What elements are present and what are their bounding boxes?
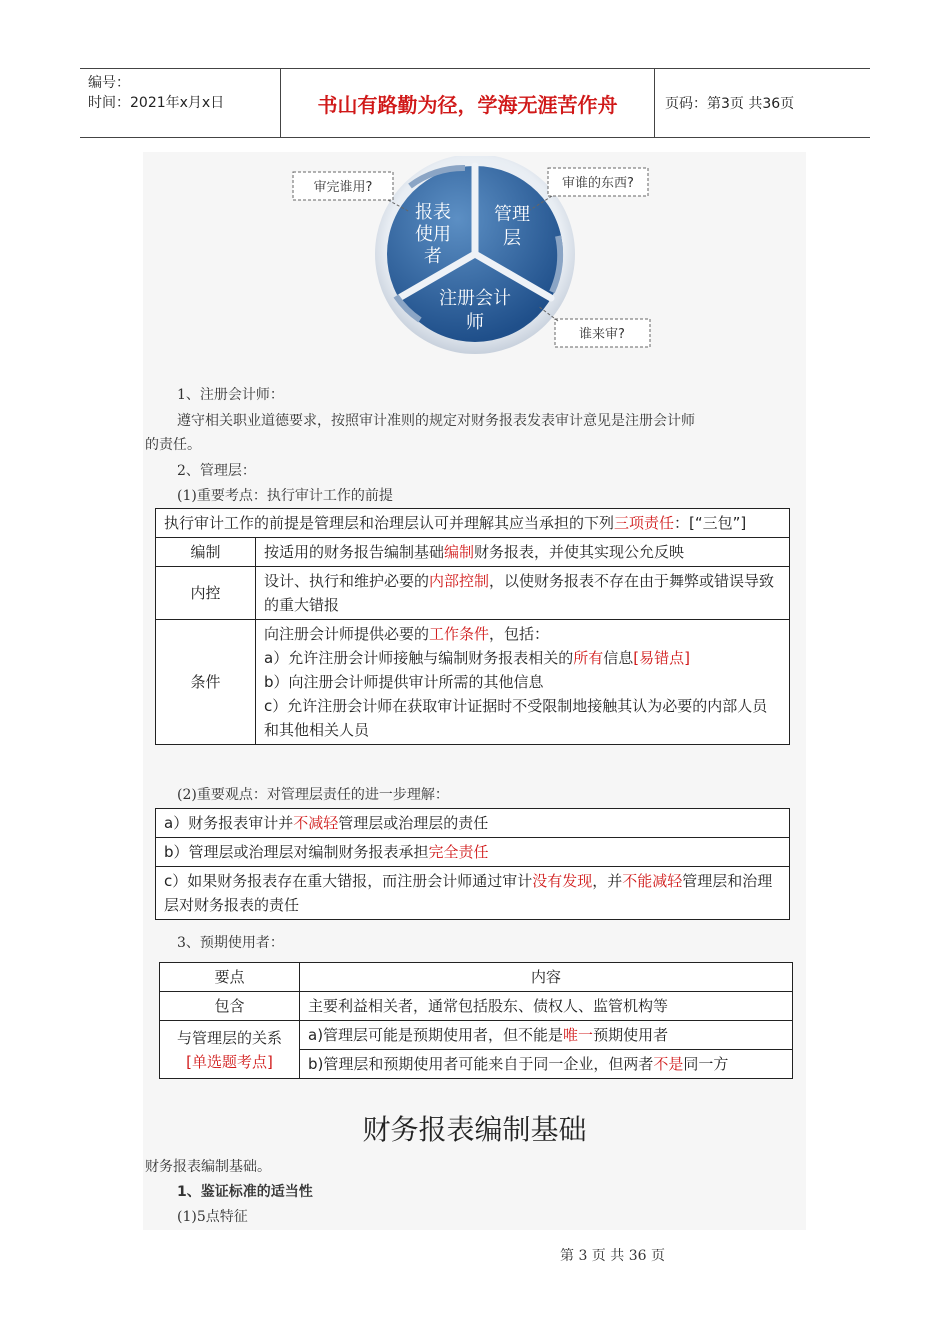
- seg2-line2: 层: [503, 228, 521, 249]
- section1-body-line2: 的责任。: [145, 437, 201, 453]
- table-row: [156, 509, 790, 538]
- row-content: b)管理层和预期使用者可能来自于同一企业，但两者不是同一方: [300, 1050, 793, 1079]
- callout-text-2: 审谁的东西?: [562, 176, 634, 191]
- section2-sub2: (2)重要观点：对管理层责任的进一步理解：: [177, 787, 449, 803]
- callout-text-3: 谁来审?: [579, 327, 625, 342]
- row-content: c）如果财务报表存在重大错报，而注册会计师通过审计没有发现，并不能减轻管理层和治理层对财务报表的责任: [156, 867, 790, 920]
- table-row: [156, 838, 790, 867]
- row-content: b）管理层或治理层对编制财务报表承担完全责任: [156, 838, 790, 867]
- seg1-line1: 报表: [415, 202, 451, 223]
- header-motto: 书山有路勤为径，学海无涯苦作舟: [280, 69, 655, 137]
- section2-sub1: (1)重要考点：执行审计工作的前提: [177, 488, 393, 504]
- seg3-line1: 注册会计: [439, 288, 511, 309]
- row-content: 设计、执行和维护必要的内部控制，以使财务报表不存在由于舞弊或错误导致的重大错报: [256, 567, 790, 620]
- row-label: 与管理层的关系 [单选题考点]: [160, 1021, 300, 1079]
- seg1-line3: 者: [424, 246, 442, 267]
- prerequisite-intro: 执行审计工作的前提是管理层和治理层认可并理解其应当承担的下列三项责任：[“三包”]: [156, 509, 790, 538]
- management-responsibility-table: [155, 808, 790, 920]
- seg2-line1: 管理: [494, 204, 530, 225]
- table-row: [160, 963, 793, 992]
- table-row: [156, 538, 790, 567]
- section4-line3: (1)5点特征: [177, 1209, 248, 1225]
- table-row: [156, 867, 790, 920]
- header-cell: 内容: [300, 963, 793, 992]
- page-footer: 第 3 页 共 36 页: [560, 1248, 665, 1264]
- seg3-line2: 师: [466, 312, 484, 333]
- seg1-line2: 使用: [415, 224, 451, 245]
- table-row: [160, 992, 793, 1021]
- section4-line1: 财务报表编制基础。: [145, 1159, 271, 1175]
- header-left: [80, 69, 280, 137]
- section1-body-line1: 遵守相关职业道德要求，按照审计准则的规定对财务报表发表审计意见是注册会计师: [177, 413, 695, 429]
- row-content: 按适用的财务报告编制基础编制财务报表，并使其实现公允反映: [256, 538, 790, 567]
- row-content: a）财务报表审计并不减轻管理层或治理层的责任: [156, 809, 790, 838]
- row-content: 向注册会计师提供必要的工作条件，包括： a）允许注册会计师接触与编制财务报表相关的所有信息[易错点] b）向注册会计师提供审计所需的其他信息 c）允许注册会计师在获取审计证据时不受限制地接触其认为必要的内部人员和其他相关人员: [256, 620, 790, 745]
- section3-heading: 3、预期使用者：: [177, 935, 284, 951]
- table-row: [156, 809, 790, 838]
- table-row: [156, 567, 790, 620]
- row-content: a)管理层可能是预期使用者，但不能是唯一预期使用者: [300, 1021, 793, 1050]
- table-row: [156, 620, 790, 745]
- audit-relationship-diagram: [290, 156, 660, 376]
- section2-heading: 2、管理层：: [177, 463, 256, 479]
- page-header: [80, 68, 870, 138]
- intended-users-table: [159, 962, 793, 1079]
- row-label: 编制: [156, 538, 256, 567]
- row-label: 条件: [156, 620, 256, 745]
- callout-text-1: 审完谁用?: [313, 180, 373, 195]
- table-row: [160, 1021, 793, 1050]
- section4-title: 财务报表编制基础: [362, 1113, 587, 1146]
- doc-number-label: 编号：: [88, 75, 130, 91]
- doc-date-label: 时间：2021年x月x日: [88, 95, 225, 111]
- row-content: 主要利益相关者，通常包括股东、债权人、监管机构等: [300, 992, 793, 1021]
- header-page-label: 页码：第3页 共36页: [665, 96, 795, 112]
- prerequisite-table: [155, 508, 790, 745]
- header-cell: 要点: [160, 963, 300, 992]
- section1-heading: 1、注册会计师：: [177, 387, 284, 403]
- row-label: 内控: [156, 567, 256, 620]
- section4-line2: 1、鉴证标准的适当性: [177, 1184, 313, 1200]
- row-label: 包含: [160, 992, 300, 1021]
